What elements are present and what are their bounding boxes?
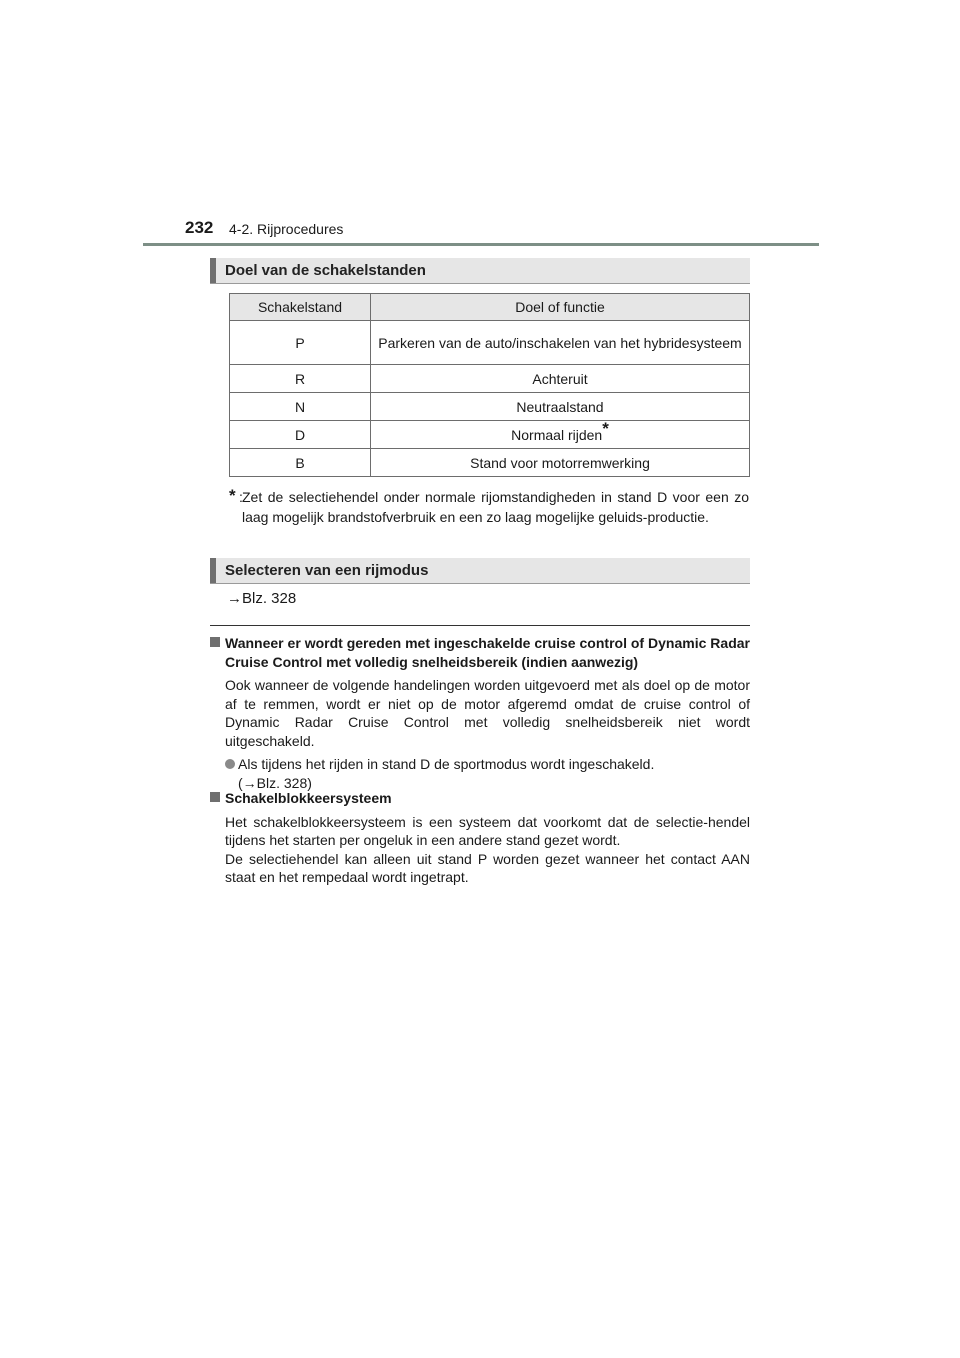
table-cell-position: D xyxy=(230,421,371,449)
note-body: Ook wanneer de volgende handelingen worden uitgevoerd met als doel op de motor af te remmen, wordt er niet op de motor afgeremd omdat de cruise control of Dynamic Radar Cruise Control met volledig snelheidsbereik niet wordt uitgeschakeld. xyxy=(225,677,750,749)
table-cell-position: R xyxy=(230,365,371,393)
table-row xyxy=(230,365,750,393)
bullet-line: Als tijdens het rijden in stand D de sportmodus wordt ingeschakeld. xyxy=(238,756,655,772)
table-cell-function: Achteruit xyxy=(371,365,750,393)
section-heading-driving-mode xyxy=(210,558,750,584)
note-heading: Schakelblokkeersysteem xyxy=(225,790,392,806)
page-header xyxy=(185,218,825,242)
section-title: Doel van de schakelstanden xyxy=(225,262,426,279)
page-reference-link[interactable]: →Blz. 328 xyxy=(227,590,297,607)
section-title: Selecteren van een rijmodus xyxy=(225,562,429,579)
chapter-title: 4-2. Rijprocedures xyxy=(229,221,344,237)
square-bullet-icon xyxy=(210,792,220,802)
page-number: 232 xyxy=(185,218,214,237)
list-item xyxy=(225,755,750,792)
table-cell-function: Parkeren van de auto/inschakelen van het hybridesysteem xyxy=(371,321,750,365)
table-header: Schakelstand xyxy=(230,294,371,321)
table-row xyxy=(230,421,750,449)
table-cell-function: Stand voor motorremwerking xyxy=(371,449,750,477)
table-header: Doel of functie xyxy=(371,294,750,321)
table-cell-position: N xyxy=(230,393,371,421)
table-row xyxy=(230,321,750,365)
note-cruise-control xyxy=(210,634,750,792)
section-accent xyxy=(210,258,216,283)
square-bullet-icon xyxy=(210,637,220,647)
table-cell-function: Neutraalstand xyxy=(371,393,750,421)
section-accent xyxy=(210,558,216,583)
table-header-row xyxy=(230,294,750,321)
footnote-text: Zet de selectiehendel onder normale rijomstandigheden in stand D voor een zo laag mogelijk brandstofverbruik en een zo laag mogelijke geluids-productie. xyxy=(242,489,749,525)
round-bullet-icon xyxy=(225,759,235,769)
header-rule xyxy=(143,243,819,246)
note-shift-lock xyxy=(210,789,750,887)
note-body: Het schakelblokkeersysteem is een systeem dat voorkomt dat de selectie-hendel tijdens het starten per ongeluk in een andere stand gezet wordt. xyxy=(225,813,750,848)
table-footnote: * : Zet de selectiehendel onder normale rijomstandigheden in stand D voor een zo laag mogelijk brandstofverbruik en een zo laag mogelijke geluids-productie. xyxy=(229,488,749,527)
note-body: De selectiehendel kan alleen uit stand P worden gezet wanneer het contact AAN staat en het rempedaal wordt ingetrapt. xyxy=(225,850,750,885)
table-cell-function xyxy=(371,418,750,449)
table-cell-position: B xyxy=(230,449,371,477)
table-row xyxy=(230,449,750,477)
divider xyxy=(210,625,750,626)
footnote-asterisk: * xyxy=(229,486,236,505)
shift-position-table xyxy=(229,293,750,477)
bullet-text xyxy=(238,755,750,792)
function-text: Normaal rijden xyxy=(511,426,603,443)
note-heading: Wanneer er wordt gereden met ingeschakelde cruise control of Dynamic Radar Cruise Control met volledig snelheidsbereik (indien aanwezig) xyxy=(225,635,750,670)
footnote-mark: * xyxy=(602,418,609,438)
section-heading-shift-positions xyxy=(210,258,750,284)
table-cell-position: P xyxy=(230,321,371,365)
table-row xyxy=(230,393,750,421)
bullet-reference-link[interactable]: (→Blz. 328) xyxy=(238,774,312,791)
